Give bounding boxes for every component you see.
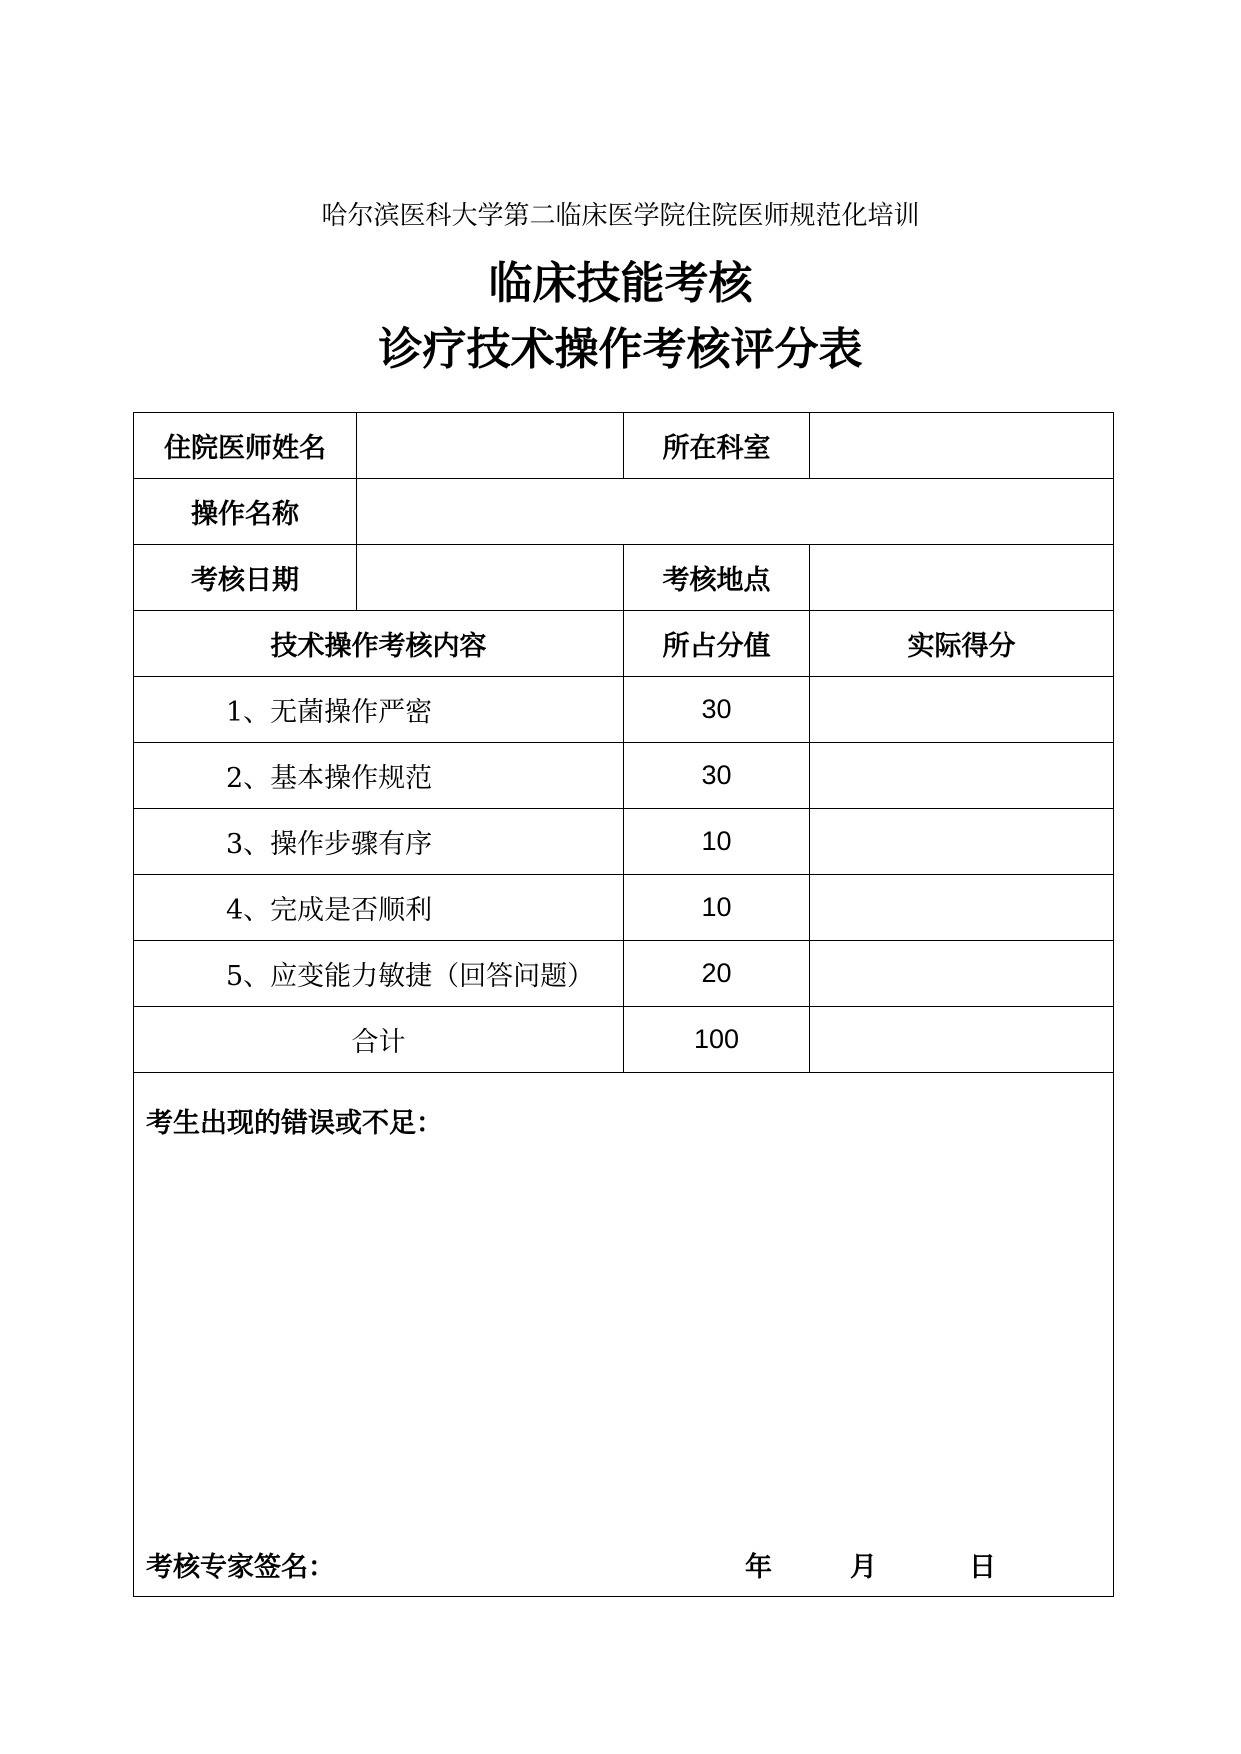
points-column-header: 所占分值 <box>624 611 810 677</box>
exam-date-label: 考核日期 <box>134 545 357 611</box>
day-label: 日 <box>969 1552 996 1583</box>
exam-location-field[interactable] <box>810 545 1114 611</box>
score-item-points: 30 <box>624 743 810 809</box>
total-row <box>134 1007 1114 1073</box>
score-row <box>134 809 1114 875</box>
department-label: 所在科室 <box>624 413 810 479</box>
operation-name-field[interactable] <box>357 479 1114 545</box>
total-label: 合计 <box>134 1007 624 1073</box>
score-item-label: 2、基本操作规范 <box>134 743 624 809</box>
exam-info-row <box>134 545 1114 611</box>
exam-location-label: 考核地点 <box>624 545 810 611</box>
score-row <box>134 743 1114 809</box>
page-title: 临床技能考核 <box>488 258 753 309</box>
resident-name-field[interactable] <box>357 413 624 479</box>
form-title: 诊疗技术操作考核评分表 <box>378 324 863 375</box>
errors-label: 考生出现的错误或不足： <box>146 1108 443 1139</box>
resident-info-row <box>134 413 1114 479</box>
content-column-header: 技术操作考核内容 <box>134 611 624 677</box>
score-row <box>134 677 1114 743</box>
score-item-points: 30 <box>624 677 810 743</box>
score-item-label: 4、完成是否顺利 <box>134 875 624 941</box>
score-header-row <box>134 611 1114 677</box>
score-item-label: 3、操作步骤有序 <box>134 809 624 875</box>
score-item-actual-field[interactable] <box>810 809 1114 875</box>
evaluation-form-table <box>133 412 1114 1597</box>
score-item-label: 1、无菌操作严密 <box>134 677 624 743</box>
score-item-points: 10 <box>624 809 810 875</box>
total-points: 100 <box>624 1007 810 1073</box>
score-item-actual-field[interactable] <box>810 677 1114 743</box>
total-actual-field[interactable] <box>810 1007 1114 1073</box>
score-item-label: 5、应变能力敏捷（回答问题） <box>134 941 624 1007</box>
score-item-points: 20 <box>624 941 810 1007</box>
remarks-row <box>134 1073 1114 1597</box>
remarks-area[interactable] <box>134 1073 1114 1597</box>
score-item-actual-field[interactable] <box>810 743 1114 809</box>
exam-date-field[interactable] <box>357 545 624 611</box>
operation-name-label: 操作名称 <box>134 479 357 545</box>
score-row <box>134 941 1114 1007</box>
score-item-points: 10 <box>624 875 810 941</box>
month-label: 月 <box>850 1552 877 1583</box>
institution-heading: 哈尔滨医科大学第二临床医学院住院医师规范化培训 <box>321 201 920 231</box>
actual-score-column-header: 实际得分 <box>810 611 1114 677</box>
signature-label: 考核专家签名： <box>146 1552 335 1583</box>
year-label: 年 <box>745 1552 772 1583</box>
score-row <box>134 875 1114 941</box>
operation-row <box>134 479 1114 545</box>
score-item-actual-field[interactable] <box>810 941 1114 1007</box>
resident-name-label: 住院医师姓名 <box>134 413 357 479</box>
score-item-actual-field[interactable] <box>810 875 1114 941</box>
department-field[interactable] <box>810 413 1114 479</box>
